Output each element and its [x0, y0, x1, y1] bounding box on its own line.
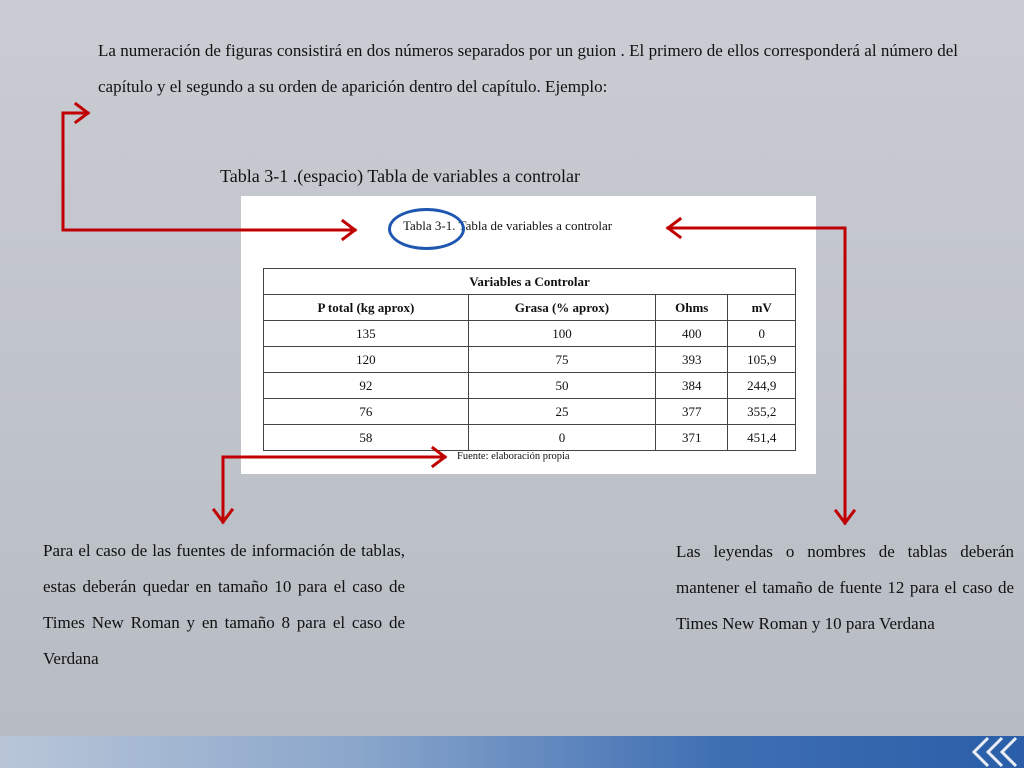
- table-group-header: Variables a Controlar: [264, 269, 796, 295]
- table-cell: 120: [264, 347, 469, 373]
- bottom-decorative-bar: [0, 736, 1024, 768]
- table-cell: 244,9: [728, 373, 796, 399]
- column-header: mV: [728, 295, 796, 321]
- table-caption: Tabla 3-1. Tabla de variables a controlar: [403, 218, 613, 233]
- table-cell: 58: [264, 425, 469, 451]
- table-cell: 50: [468, 373, 655, 399]
- column-header: Ohms: [656, 295, 728, 321]
- table-cell: 393: [656, 347, 728, 373]
- column-header: P total (kg aprox): [264, 295, 469, 321]
- intro-paragraph: La numeración de figuras consistirá en dos números separados por un guion . El primero de ellos corresponderá al número del capítulo y el segundo a su orden de aparición dentro del capítulo. Ejemplo:: [98, 41, 958, 96]
- table-cell: 400: [656, 321, 728, 347]
- table-cell: 100: [468, 321, 655, 347]
- chevron-decoration-icon: [958, 736, 1024, 768]
- arrow-to-source-icon: [214, 448, 445, 522]
- table-cell: 384: [656, 373, 728, 399]
- caption-example: Tabla 3-1 .(espacio) Tabla de variables a controlar: [220, 166, 580, 186]
- table-cell: 0: [468, 425, 655, 451]
- table-cell: 135: [264, 321, 469, 347]
- table-cell: 0: [728, 321, 796, 347]
- table-cell: 75: [468, 347, 655, 373]
- arrow-from-caption-icon: [668, 219, 854, 523]
- table-cell: 92: [264, 373, 469, 399]
- left-note: Para el caso de las fuentes de información de tablas, estas deberán quedar en tamaño 10 para el caso de Times New Roman y en tamaño 8 para el caso de Verdana: [43, 541, 405, 668]
- table-cell: 76: [264, 399, 469, 425]
- table-source-note: Fuente: elaboración propia: [457, 451, 570, 462]
- arrow-to-caption-icon: [63, 104, 355, 239]
- table-cell: 377: [656, 399, 728, 425]
- table-cell: 105,9: [728, 347, 796, 373]
- right-note: Las leyendas o nombres de tablas deberán mantener el tamaño de fuente 12 para el caso de Times New Roman y 10 para Verdana: [676, 542, 1014, 633]
- table-cell: 451,4: [728, 425, 796, 451]
- table-cell: 371: [656, 425, 728, 451]
- table-cell: 355,2: [728, 399, 796, 425]
- table-cell: 25: [468, 399, 655, 425]
- column-header: Grasa (% aprox): [468, 295, 655, 321]
